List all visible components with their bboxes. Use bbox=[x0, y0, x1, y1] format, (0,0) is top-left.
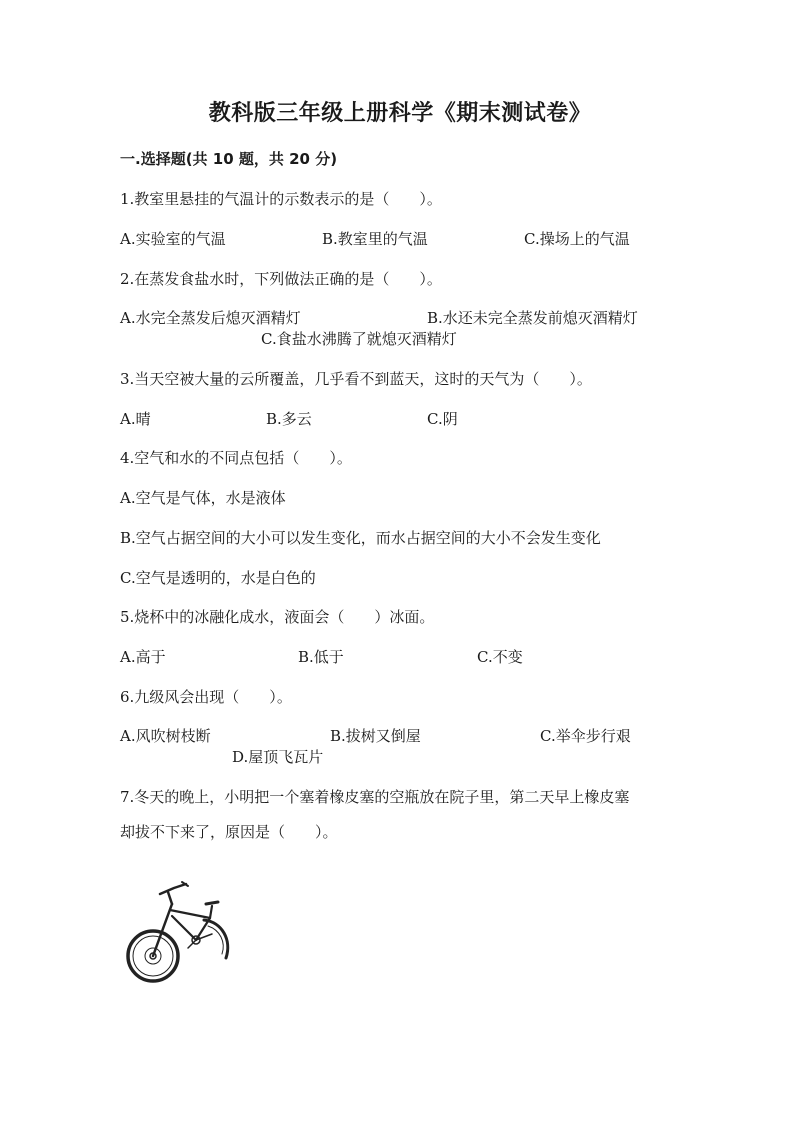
page-title: 教科版三年级上册科学《期末测试卷》 bbox=[208, 100, 592, 126]
option-b: B.低于 bbox=[298, 648, 344, 666]
option-a: A.风吹树枝断 bbox=[120, 727, 211, 745]
option-c: C.不变 bbox=[477, 648, 523, 666]
question-stem: 5.烧杯中的冰融化成水，液面会（ ）冰面。 bbox=[120, 608, 435, 626]
question-stem: 7.冬天的晚上，小明把一个塞着橡皮塞的空瓶放在院子里，第二天早上橡皮塞 bbox=[120, 788, 630, 806]
option-b: B.多云 bbox=[266, 410, 312, 428]
option-d: D.屋顶飞瓦片 bbox=[232, 748, 324, 766]
option-c: C.食盐水沸腾了就熄灭酒精灯 bbox=[261, 330, 457, 348]
question-stem: 6.九级风会出现（ ）。 bbox=[120, 688, 292, 706]
option-a: A.空气是气体，水是液体 bbox=[120, 489, 286, 507]
option-b: B.教室里的气温 bbox=[322, 230, 428, 248]
question-stem: 1.教室里悬挂的气温计的示数表示的是（ ）。 bbox=[120, 190, 442, 208]
option-a: A.水完全蒸发后熄灭酒精灯 bbox=[120, 309, 301, 327]
section-heading: 一.选择题(共 10 题，共 20 分) bbox=[120, 150, 338, 168]
bicycle-illustration bbox=[126, 878, 238, 990]
option-b: B.拔树又倒屋 bbox=[330, 727, 421, 745]
question-stem: 2.在蒸发食盐水时，下列做法正确的是（ ）。 bbox=[120, 270, 442, 288]
option-c: C.空气是透明的，水是白色的 bbox=[120, 569, 316, 587]
option-b: B.空气占据空间的大小可以发生变化，而水占据空间的大小不会发生变化 bbox=[120, 529, 601, 547]
option-a: A.实验室的气温 bbox=[120, 230, 226, 248]
option-a: A.高于 bbox=[120, 648, 166, 666]
question-stem: 3.当天空被大量的云所覆盖，几乎看不到蓝天，这时的天气为（ ）。 bbox=[120, 370, 592, 388]
option-a: A.晴 bbox=[120, 410, 151, 428]
option-b: B.水还未完全蒸发前熄灭酒精灯 bbox=[427, 309, 638, 327]
question-stem-continued: 却拔不下来了，原因是（ ）。 bbox=[120, 823, 338, 841]
option-c: C.阴 bbox=[427, 410, 458, 428]
option-c: C.举伞步行艰 bbox=[540, 727, 631, 745]
question-stem: 4.空气和水的不同点包括（ ）。 bbox=[120, 449, 352, 467]
option-c: C.操场上的气温 bbox=[524, 230, 630, 248]
